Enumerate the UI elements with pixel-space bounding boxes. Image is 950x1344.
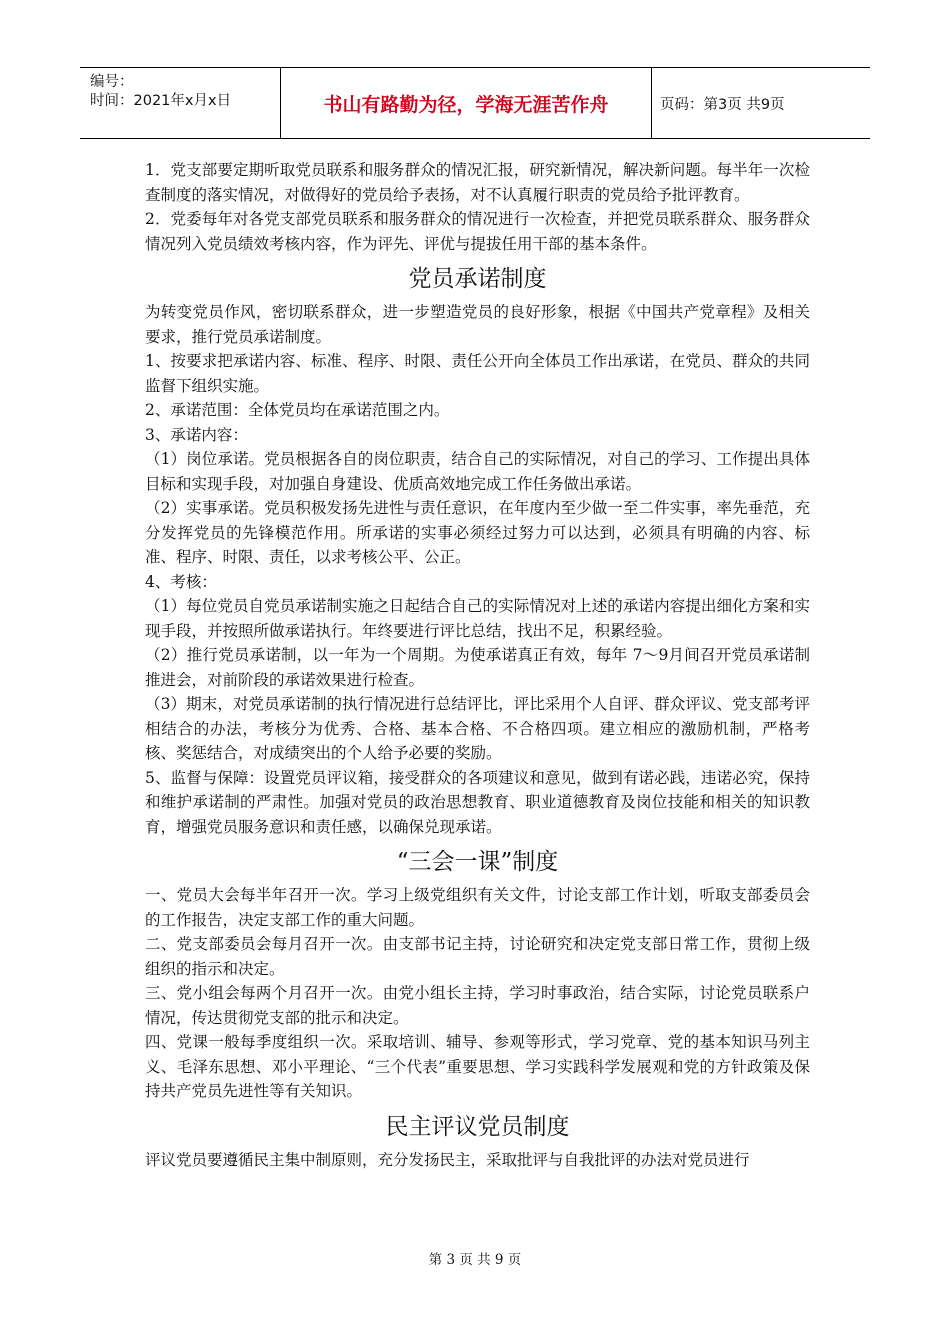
page-header [80,67,870,139]
header-meta [80,68,281,138]
section-title-democratic-evaluation: 民主评议党员制度 [385,1113,570,1140]
section1-paragraph: 1、按要求把承诺内容、标准、程序、时限、责任公开向全体员工作出承诺，在党员、群众的共同监督下组织实施。 [145,352,810,395]
page-footer: 第 3 页 共 9 页 [428,1252,522,1268]
intro-paragraph: 1．党支部要定期听取党员联系和服务群众的情况汇报，研究新情况，解决新问题。每半年一次检查制度的落实情况，对做得好的党员给予表扬，对不认真履行职责的党员给予批评教育。 [145,161,810,204]
header-motto: 书山有路勤为径，学海无涯苦作舟 [281,68,652,138]
section-title-party-member-commitment: 党员承诺制度 [408,266,547,292]
section1-paragraph: （1）每位党员自党员承诺制实施之日起结合自己的实际情况对上述的承诺内容提出细化方案和实现手段，并按照所做承诺执行。年终要进行评比总结，找出不足，积累经验。 [145,597,810,640]
section2-paragraph: 一、党员大会每半年召开一次。学习上级党组织有关文件，讨论支部工作计划，听取支部委员会的工作报告，决定支部工作的重大问题。 [145,886,810,929]
intro-paragraph: 2．党委每年对各党支部党员联系和服务群众的情况进行一次检查，并把党员联系群众、服务群众情况列入党员绩效考核内容，作为评先、评优与提拔任用干部的基本条件。 [145,210,810,253]
section1-paragraph: （2）推行党员承诺制，以一年为一个周期。为使承诺真正有效，每年 7～9月间召开党员承诺制推进会，对前阶段的承诺效果进行检查。 [145,646,810,689]
section1-paragraph: 5、监督与保障：设置党员评议箱，接受群众的各项建议和意见，做到有诺必践，违诺必究，保持和维护承诺制的严肃性。加强对党员的政治思想教育、职业道德教育及岗位技能和相关的知识教育，增强党员服务意识和责任感，以确保兑现承诺。 [145,768,810,836]
document-number-label: 编号： [90,74,134,90]
section1-paragraph: （3）期末，对党员承诺制的执行情况进行总结评比，评比采用个人自评、群众评议、党支部考评相结合的办法，考核分为优秀、合格、基本合格、不合格四项。建立相应的激励机制，严格考核、奖惩结合，对成绩突出的个人给予必要的奖励。 [145,695,810,762]
document-date-label: 时间：2021年x月x日 [90,93,232,109]
section3-paragraph: 评议党员要遵循民主集中制原则，充分发扬民主，采取批评与自我批评的办法对党员进行 [145,1150,750,1169]
header-page-number: 页码：第3页 共9页 [660,96,785,113]
section-title-three-meetings-one-lesson: “三会一课”制度 [396,849,559,875]
section2-paragraph: 二、党支部委员会每月召开一次。由支部书记主持，讨论研究和决定党支部日常工作，贯彻上级组织的指示和决定。 [145,935,810,978]
section1-paragraph: 2、承诺范围：全体党员均在承诺范围之内。 [145,401,450,419]
document-body [145,158,810,1172]
section1-paragraph: 3、承诺内容： [145,425,248,444]
section1-paragraph: （2）实事承诺。党员积极发扬先进性与责任意识，在年度内至少做一至二件实事，率先垂范，充分发挥党员的先锋模范作用。所承诺的实事必须经过努力可以达到，必须具有明确的内容、标准、程序、时限、责任，以求考核公平、公正。 [145,499,810,566]
section1-paragraph: 为转变党员作风，密切联系群众，进一步塑造党员的良好形象，根据《中国共产党章程》及相关要求，推行党员承诺制度。 [145,303,810,346]
section2-paragraph: 四、党课一般每季度组织一次。采取培训、辅导、参观等形式，学习党章、党的基本知识马列主义、毛泽东思想、邓小平理论、“三个代表”重要思想、学习实践科学发展观和党的方针政策及保持共产党员先进性等有关知识。 [145,1033,810,1100]
section1-paragraph: （1）岗位承诺。党员根据各自的岗位职责，结合自己的实际情况，对自己的学习、工作提出具体目标和实现手段，对加强自身建设、优质高效地完成工作任务做出承诺。 [145,450,810,493]
section1-paragraph: 4、考核： [145,572,217,591]
section2-paragraph: 三、党小组会每两个月召开一次。由党小组长主持，学习时事政治，结合实际，讨论党员联系户情况，传达贯彻党支部的批示和决定。 [145,984,810,1027]
